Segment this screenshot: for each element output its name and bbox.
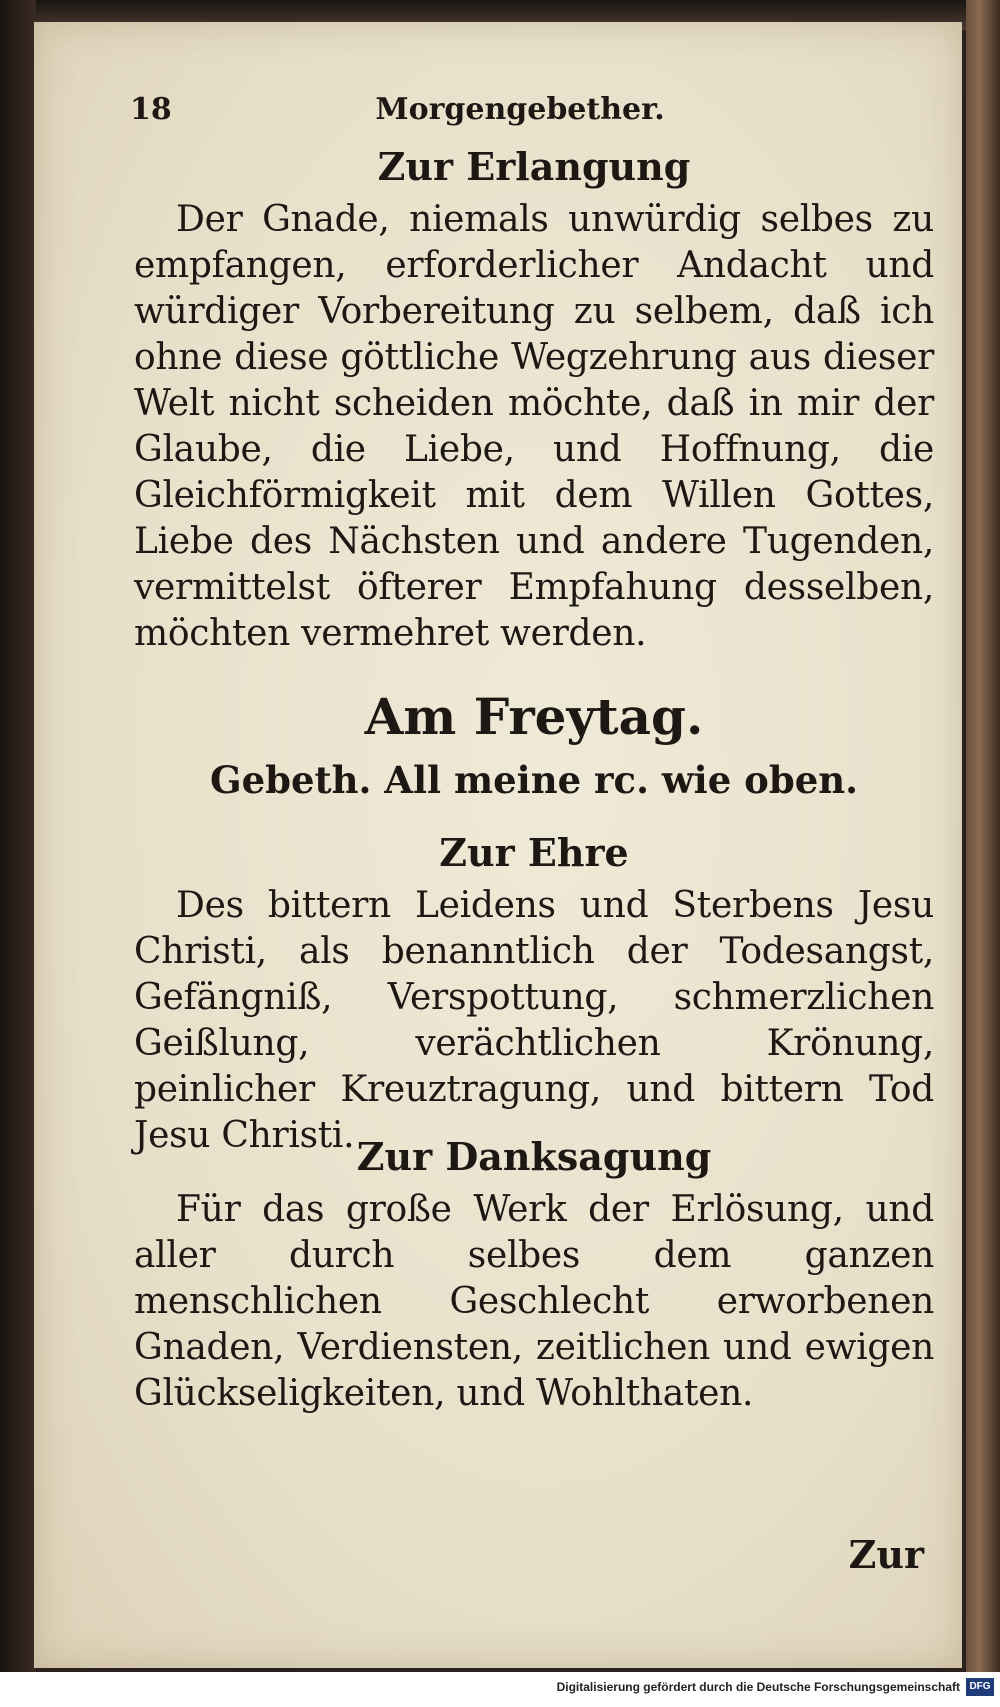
footer-bar [0,1672,1000,1707]
funding-credit: Digitalisierung gefördert durch die Deutsche Forschungsgemeinschaft [556,1680,960,1694]
running-title: Morgengebether. [375,92,665,127]
page-number: 18 [130,92,172,127]
section-heading: Zur Ehre [439,830,629,875]
section-ehre [134,830,934,1159]
section-heading: Zur Erlangung [377,144,691,189]
day-header [134,687,934,802]
section-danksagung [134,1134,934,1417]
book-edge-right [966,0,1000,1707]
prayer-line: Gebeth. All meine rc. wie oben. [209,758,859,802]
section-paragraph: Für das große Werk der Erlösung, und aller durch selbes dem ganzen menschlichen Geschlecht erworbenen Gnaden, Verdiensten, zeitlichen und ewigen Glückseligkeiten, und Wohlthaten. [134,1189,934,1414]
section-heading: Zur Danksagung [356,1134,712,1179]
running-head [130,92,910,142]
section-paragraph: Des bittern Leidens und Sterbens Jesu Christi, als benanntlich der Todesangst, Gefängniß, Verspottung, schmerzlichen Geißlung, verächtlichen Krönung, peinlicher Kreuztragung, und bittern Tod Jesu Christi. [134,885,934,1156]
book-page [34,22,962,1668]
book-edge-left [0,0,36,1707]
day-title: Am Freytag. [364,687,704,746]
section-paragraph: Der Gnade, niemals unwürdig selbes zu empfangen, erforderlicher Andacht und würdiger Vorbereitung zu selbem, daß ich ohne diese göttliche Wegzehrung aus dieser Welt nicht scheiden möchte, daß in mir der Glaube, die Liebe, und Hoffnung, die Gleichförmigkeit mit dem Willen Gottes, Liebe des Nächsten und andere Tugenden, vermittelst öfterer Empfahung desselben, möchten vermehret werden. [134,199,934,654]
dfg-logo: DFG [966,1678,994,1696]
section-erlangung [134,144,934,657]
catchword: Zur [848,1532,924,1577]
